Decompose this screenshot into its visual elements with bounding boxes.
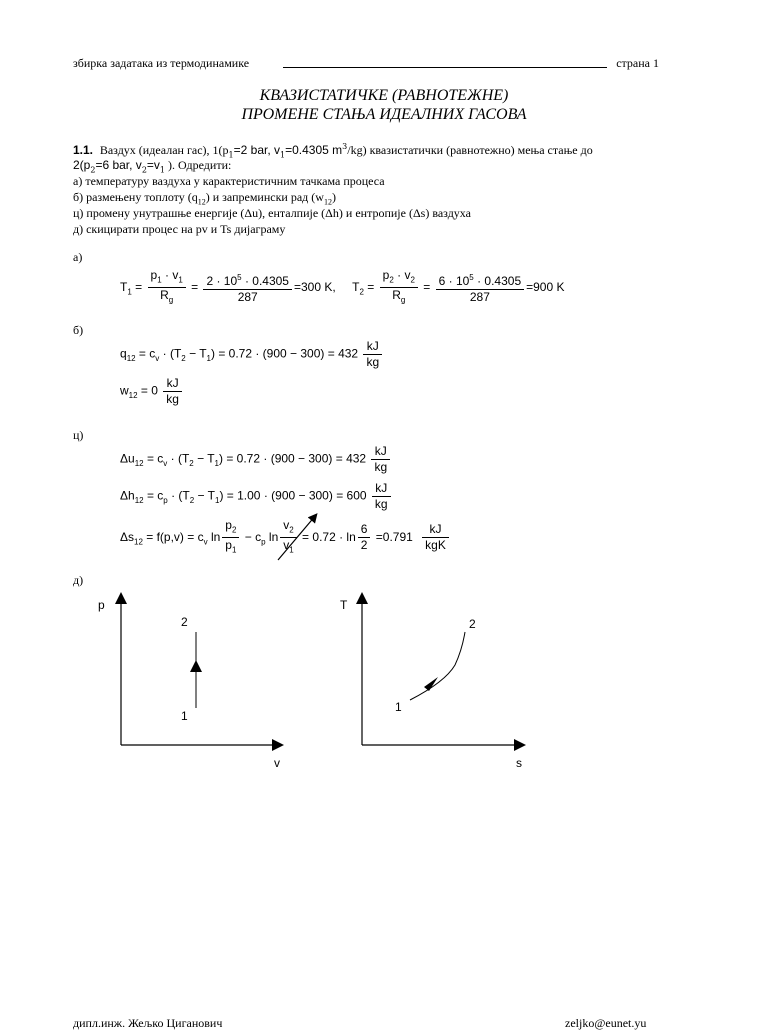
ts-point-1: 1 [395,700,402,714]
equation-du12: $\Delta u_{12} = c_v \cdot (T_2 - T_1) = 0.72 \cdot (900 - 300) = 432$ $\frac{kJ}{kg}$ [120,444,392,475]
problem-statement: 1.1. Ваздух (идеалан гас), $1(p_1=2$ bar, $v_1=0.4305$ $m^3/kg$) квазистатички (равнотежно) мења стање до [73,142,593,160]
ts-point-2: 2 [469,617,476,631]
problem-item-b: б) размењену топлоту $(q_{12})$ и запремински рад $(w_{12})$ [73,190,336,207]
problem-item-a: а) температуру ваздуха у карактеристичним тачкама процеса [73,174,385,188]
problem-item-c: ц) промену унутрашње енергије (Δu), енталпије (Δh) и ентропије (Δs) ваздуха [73,206,471,220]
equation-temperatures: $T_1$ = $\frac{p_1 \cdot v_1}{R_g}$ = $\frac{2 \cdot 10^5 \cdot 0.4305}{287}$ =300 K, $T_2$ = $\frac{p_2 \cdot v_2}{R_g}$ = $\frac{6 \cdot 10^5 \cdot 0.4305}{287}$ =900 K [120,268,565,305]
pv-point-2: 2 [181,615,188,629]
ts-process-curve [410,632,465,700]
equation-ds12: $\Delta s_{12} = f(p,v) = c_v$ ln $\frac{p_2}{p_1}$ − $c_p$ ln $\frac{v_2}{v_1}$ = 0.72 · ln $\frac{6}{2}$ =0.791 $\frac{kJ}{\text{kgK}}$ [120,518,451,558]
pv-y-label: p [98,598,105,612]
footer-email[interactable]: zeljko@eunet.yu [565,1016,647,1030]
footer-author: дипл.инж. Жељко Циганович [73,1016,223,1030]
problem-number: 1.1. [73,143,94,157]
pv-process-arrow [190,660,202,672]
strike-arrow [278,515,316,560]
header-left: збирка задатака из термодинамике [73,56,250,70]
section-label-c: ц) [73,428,84,442]
section-label-a: а) [73,250,83,264]
section-label-d: д) [73,573,84,587]
ts-y-label: T [340,598,348,612]
pv-x-label: v [274,756,280,770]
pv-diagram [90,590,300,775]
equation-w12: $w_{12} = 0$ $\frac{kJ}{kg}$ [120,376,184,407]
title-line-1: КВАЗИСТАТИЧКЕ (РАВНОТЕЖНЕ) [259,87,509,104]
title-line-2: ПРОМЕНЕ СТАЊА ИДЕАЛНИХ ГАСОВА [241,106,527,123]
problem-statement-line2: $2(p_2=6$ bar, $v_2=v_1$ ). Одредити: [73,158,232,175]
ts-x-label: s [516,756,522,770]
problem-item-d: д) скицирати процес на pv и Ts дијаграму [73,222,286,236]
ts-diagram [330,590,540,775]
section-label-b: б) [73,323,84,337]
equation-dh12: $\Delta h_{12} = c_p \cdot (T_2 - T_1) = 1.00 \cdot (900 - 300) = 600$ $\frac{kJ}{kg}$ [120,481,393,512]
header-right: страна 1 [616,56,659,70]
pv-point-1: 1 [181,709,188,723]
equation-q12: $q_{12} = c_v \cdot (T_2 - T_1) = 0.72 \cdot (900 - 300) = 432$ $\frac{kJ}{kg}$ [120,339,384,370]
